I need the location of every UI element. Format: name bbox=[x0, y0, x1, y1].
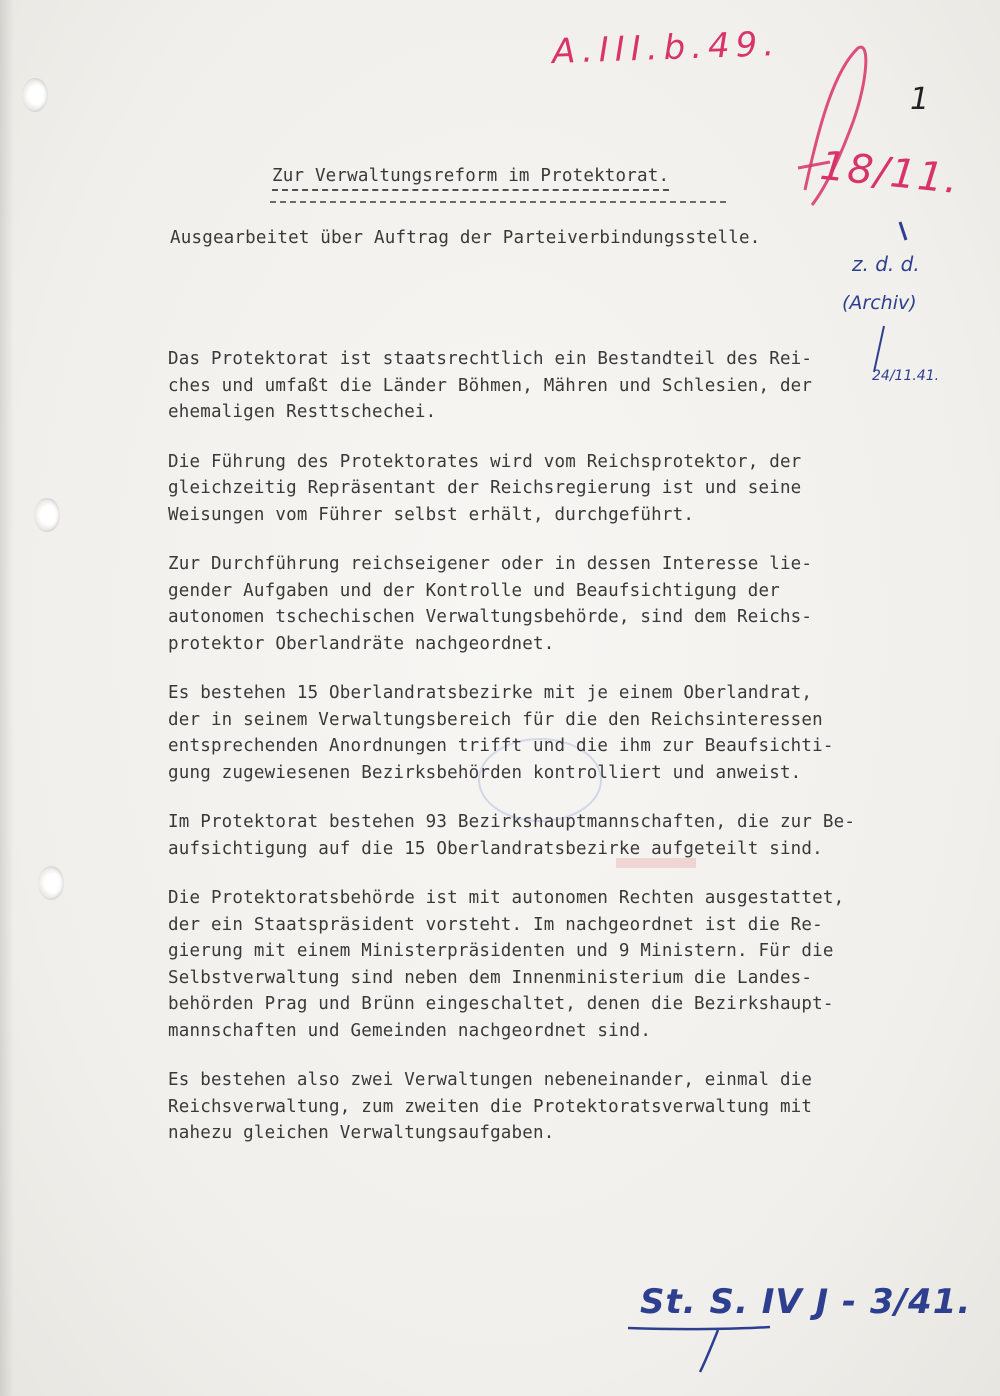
blue-note-line-2: (Archiv) bbox=[842, 292, 917, 314]
paragraph-4 bbox=[168, 680, 928, 786]
body-line: Weisungen vom Führer selbst erhält, durchgeführt. bbox=[168, 504, 695, 525]
body-line: Selbstverwaltung sind neben dem Innenministerium die Landes- bbox=[168, 967, 813, 988]
body-line: behörden Prag und Brünn eingeschaltet, denen die Bezirkshaupt- bbox=[168, 994, 834, 1014]
punch-hole-middle bbox=[34, 498, 60, 532]
title-underline bbox=[270, 201, 726, 203]
body-line: gung zugewiesenen Bezirksbehörden kontrolliert und anweist. bbox=[168, 762, 802, 783]
blue-note-line-3: 24/11.41. bbox=[872, 368, 940, 384]
paragraph-6 bbox=[168, 885, 928, 1044]
body-line: gierung mit einem Ministerpräsidenten und 9 Ministern. Für die bbox=[168, 941, 834, 961]
paragraph-7 bbox=[168, 1067, 928, 1147]
document-body bbox=[168, 346, 928, 1170]
body-line: aufsichtigung auf die 15 Oberlandratsbezirke aufgeteilt sind. bbox=[168, 838, 823, 859]
body-line: Es bestehen also zwei Verwaltungen nebeneinander, einmal die bbox=[168, 1070, 813, 1090]
file-reference: St. S. IV J - 3/41. bbox=[640, 1282, 972, 1322]
body-line: Zur Durchführung reichseigener oder in dessen Interesse lie- bbox=[168, 554, 813, 574]
page-edge-shadow bbox=[0, 0, 14, 1396]
body-line: autonomen tschechischen Verwaltungsbehörde, sind dem Reichs- bbox=[168, 607, 813, 627]
punch-hole-bottom bbox=[38, 866, 64, 900]
body-line: Im Protektorat bestehen 93 Bezirkshauptmannschaften, die zur Be- bbox=[168, 812, 856, 832]
body-line: der ein Staatspräsident vorsteht. Im nachgeordnet ist die Re- bbox=[168, 914, 823, 935]
body-line: mannschaften und Gemeinden nachgeordnet sind. bbox=[168, 1020, 652, 1041]
red-pencil-date: 18/11. bbox=[817, 142, 963, 204]
body-line: Die Führung des Protektorates wird vom Reichsprotektor, der bbox=[168, 451, 802, 472]
handwritten-page-number: 1 bbox=[910, 82, 930, 117]
body-line: gender Aufgaben und der Kontrolle und Beaufsichtigung der bbox=[168, 580, 780, 601]
body-line: ehemaligen Resttschechei. bbox=[168, 402, 437, 422]
body-line: gleichzeitig Repräsentant der Reichsregierung ist und seine bbox=[168, 478, 802, 498]
body-line: protektor Oberlandräte nachgeordnet. bbox=[168, 633, 555, 654]
body-line: der in seinem Verwaltungsbereich für die den Reichsinteressen bbox=[168, 709, 823, 730]
body-line: nahezu gleichen Verwaltungsaufgaben. bbox=[168, 1123, 555, 1143]
body-line: Reichsverwaltung, zum zweiten die Protektoratsverwaltung mit bbox=[168, 1096, 813, 1117]
body-line: entsprechenden Anordnungen trifft und die ihm zur Beaufsichti- bbox=[168, 736, 834, 756]
document-subtitle: Ausgearbeitet über Auftrag der Parteiverbindungsstelle. bbox=[170, 228, 761, 248]
body-line: Die Protektoratsbehörde ist mit autonomen Rechten ausgestattet, bbox=[168, 888, 845, 908]
punch-hole-top bbox=[22, 78, 48, 112]
body-line: ches und umfaßt die Länder Böhmen, Mähren und Schlesien, der bbox=[168, 375, 813, 396]
paragraph-2 bbox=[168, 449, 928, 529]
paragraph-5 bbox=[168, 809, 928, 862]
paragraph-1 bbox=[168, 346, 928, 426]
blue-note-line-1: z. d. d. bbox=[852, 252, 920, 276]
body-line: Es bestehen 15 Oberlandratsbezirke mit je einem Oberlandrat, bbox=[168, 683, 813, 703]
document-title: Zur Verwaltungsreform im Protektorat. bbox=[272, 166, 670, 186]
paragraph-3 bbox=[168, 551, 928, 657]
body-line: Das Protektorat ist staatsrechtlich ein Bestandteil des Rei- bbox=[168, 349, 813, 369]
archive-mark: A.III.b.49. bbox=[551, 24, 781, 72]
